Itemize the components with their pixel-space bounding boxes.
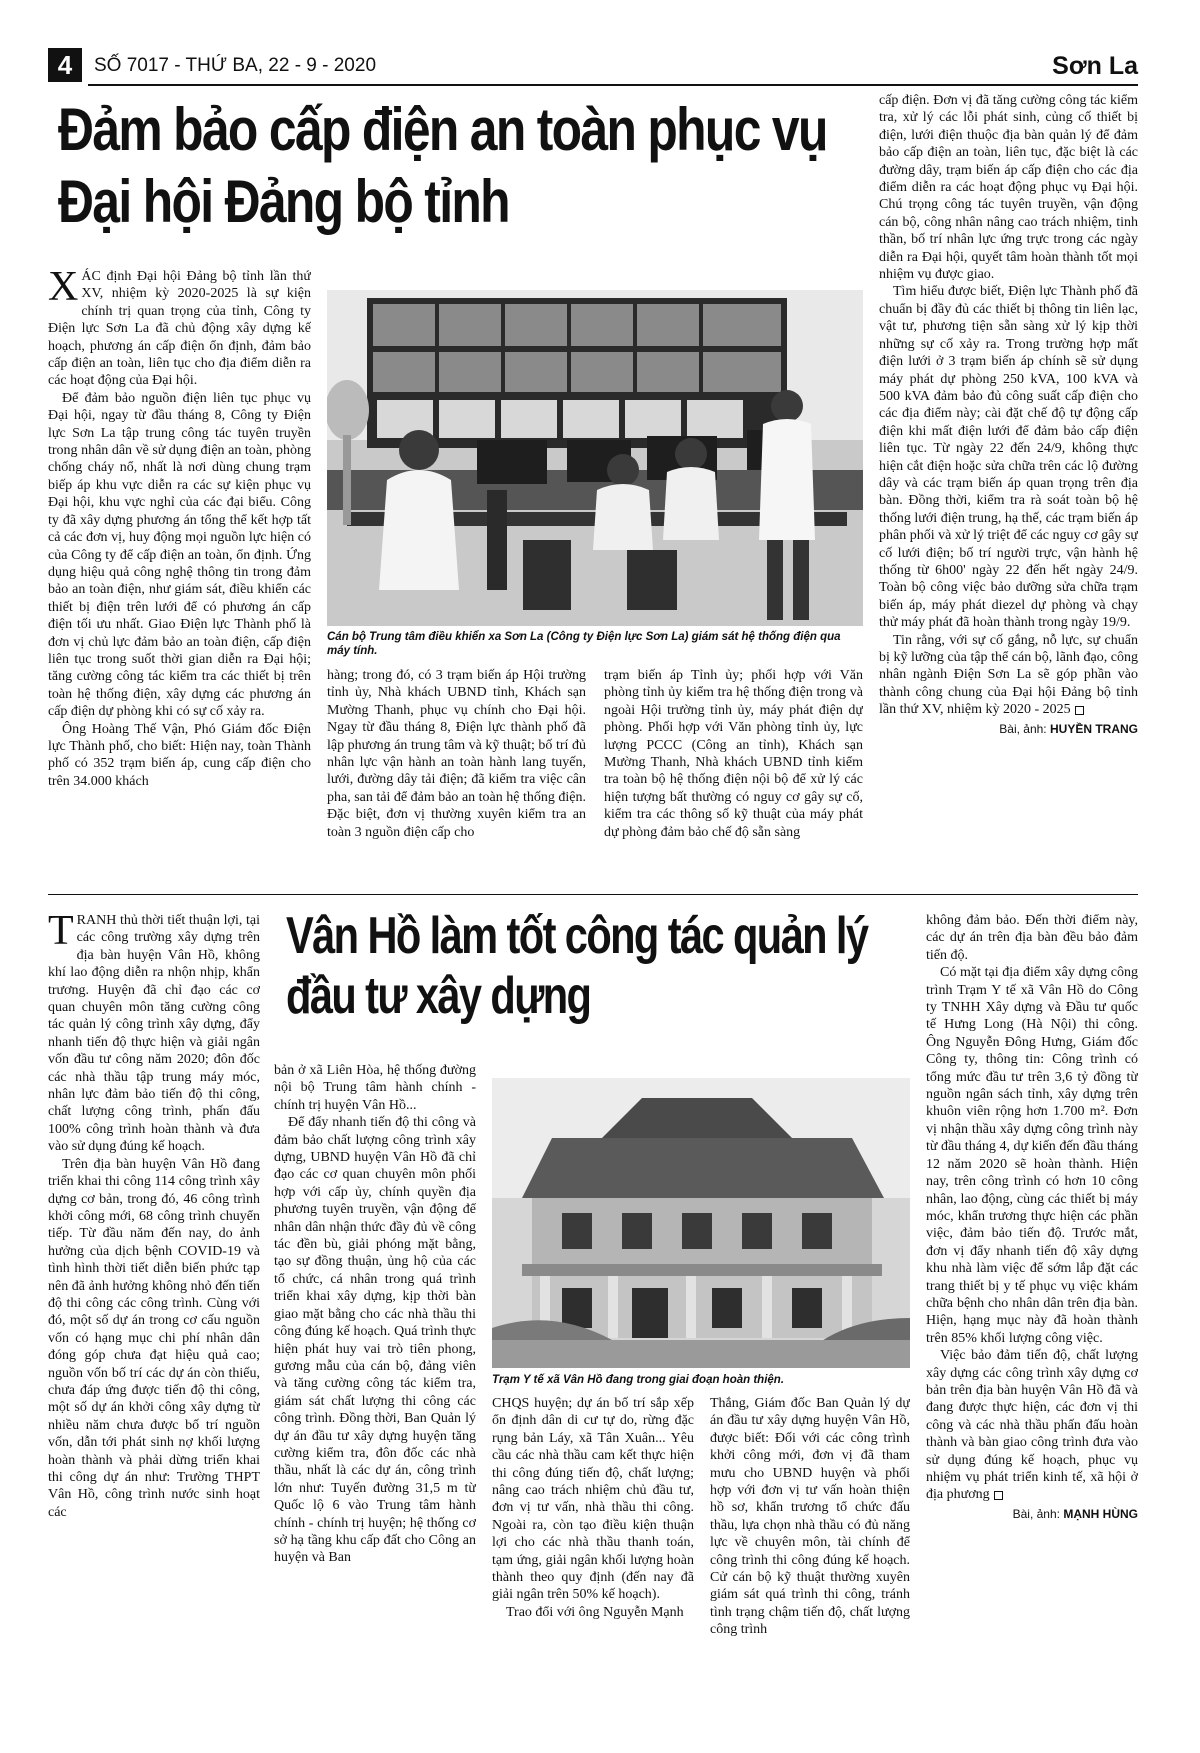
- article1-byline: [879, 721, 1138, 738]
- article1-paragraph: Tin rằng, với sự cố gắng, nỗ lực, sự chuẩn bị kỹ lưỡng của tập thể cán bộ, lãnh đạo, công nhân ngành Điện Sơn La sẽ góp phần vào thành công chung của Đại hội Đảng bộ tỉnh lần thứ XV, nhiệm kỳ 2020 - 2025: [879, 632, 1138, 718]
- end-mark-icon: [1075, 706, 1084, 715]
- article1-column-4: [879, 92, 1138, 885]
- byline-prefix: Bài, ảnh:: [999, 721, 1047, 736]
- article1-paragraph: hàng; trong đó, có 3 trạm biến áp Hội trường tỉnh ủy, Nhà khách UBND tỉnh, Khách sạn Mường Thanh, phục vụ chính cho Đại hội. Ngay từ đầu tháng 8, Điện lực thành phố đã lập phương án trung tâm và kỹ thuật; bố trí đủ nhân lực vận hành an toàn hành lang tuyến, lưới, đường dây tải điện; đã kiểm tra việc cân pha, san tải để đảm bảo an toàn hệ thống điện. Đặc biệt, đơn vị thường xuyên kiểm tra an toàn 3 nguồn điện cấp cho: [327, 668, 586, 840]
- control-room-photo: [327, 290, 863, 626]
- article2-headline: [286, 906, 867, 1026]
- article1-headline: [58, 94, 827, 238]
- article2-paragraph: Thắng, Giám đốc Ban Quản lý dự án đầu tư xây dựng huyện Vân Hồ, được biết: Đối với các công trình khởi công mới, đơn vị đã tham mưu cho UBND huyện và phối hợp với đơn vị tư vấn hoàn thiện hồ sơ, khẩn trương tổ chức đấu thầu, lựa chọn nhà thầu có đủ năng lực về chuyên môn, tài chính để công trình thi công đúng kế hoạch. Cử cán bộ kỹ thuật thường xuyên giám sát quá trình thi công, tránh tình trạng chậm tiến độ, chất lượng công trình: [710, 1396, 910, 1638]
- article1-photo: [327, 290, 863, 626]
- article1-column-1: [48, 268, 311, 846]
- article2-paragraph: RANH thủ thời tiết thuận lợi, tại các công trường xây dựng trên địa bàn huyện Vân Hồ, không khí lao động diễn ra nhộn nhịp, khẩn trương. Huyện đã chỉ đạo các cơ quan chuyên môn tăng cường công tác quản lý công trình xây dựng, đẩy nhanh tiến độ thực hiện và giải ngân vốn đầu tư công năm 2020; đôn đốc các nhà thầu tập trung máy móc, nhân lực đảm bảo tiến độ thi công, chất lượng công trình, phấn đấu 100% công trình hoàn thành và đưa vào sử dụng đúng kế hoạch.: [48, 913, 260, 1155]
- issue-info: SỐ 7017 - THỨ BA, 22 - 9 - 2020: [94, 55, 377, 76]
- article-divider: [48, 894, 1138, 895]
- article2-paragraph: Trên địa bàn huyện Vân Hồ đang triển khai thi công 114 công trình xây dựng cơ bản, trong đó, 46 công trình khởi công mới, 68 công trình chuyển tiếp. Từ đầu năm đến nay, do ảnh hưởng của dịch bệnh COVID-19 và tình hình thời tiết diễn biến phức tạp nên đã ảnh hưởng không nhỏ đến tiến độ thi công các công trình. Cùng với đó, một số dự án trong cơ cấu nguồn vốn có hạng mục chi phí nhân dân đóng góp chưa đạt hiệu quả cao; nguồn vốn bố trí các dự án còn thiếu, chưa đáp ứng được tiến độ thi công, một số dự án khởi công xây dựng từ nhiều năm chưa được bố trí nguồn vốn, dẫn tới phát sinh nợ khối lượng hoàn thành và phải dừng triển khai thi công dự án như: Trường THPT Vân Hồ, công trình nước sinh hoạt các: [48, 1156, 260, 1520]
- article2-paragraph: Việc bảo đảm tiến độ, chất lượng xây dựng các công trình xây dựng cơ bản trên địa bàn huyện Vân Hồ đã và đang được thực hiện, các đơn vị thi công và các nhà thầu phấn đấu hoàn thành và bàn giao công trình đưa vào sử dụng đúng kế hoạch, phục vụ nhiệm vụ phát triển kinh tế, xã hội ở địa phương: [926, 1348, 1138, 1503]
- byline-author: MẠNH HÙNG: [1063, 1506, 1138, 1521]
- article2-photo-caption: Trạm Y tế xã Vân Hồ đang trong giai đoạn hoàn thiện.: [492, 1374, 785, 1386]
- article1-paragraph: cấp điện. Đơn vị đã tăng cường công tác kiểm tra, xử lý các lỗi phát sinh, củng cố thiết bị điện, lưới điện thuộc địa bàn quản lý để đảm bảo cấp điện an toàn, liên tục, đặc biệt là các đường dây, trạm biến áp cấp điện cho các địa điểm diễn ra các hoạt động phục vụ Đại hội. Chú trọng công tác tuyên truyền, vận động cán bộ, công nhân nâng cao trách nhiệm, tinh thần, bố trí nhân lực ứng trực trong các ngày diễn ra Đại hội, quyết tâm hoàn thành tốt mọi nhiệm vụ được giao.: [879, 93, 1138, 283]
- article1-photo-caption: Cán bộ Trung tâm điều khiển xa Sơn La (Công ty Điện lực Sơn La) giám sát hệ thống điện qua máy tính.: [327, 631, 841, 657]
- article1-drop-cap: X: [48, 268, 79, 310]
- article2-paragraph: CHQS huyện; dự án bố trí sắp xếp ổn định dân di cư tự do, rừng đặc rụng bản Láy, xã Tân Xuân... Yêu cầu các nhà thầu cam kết thực hiện thi công đúng tiến độ, chất lượng; nâng cao trách nhiệm chủ đầu tư, đơn vị tư vấn, nhà thầu thi công. Ngoài ra, còn tạo điều kiện thuận lợi cho các nhà thầu thanh toán, tạm ứng, giải ngân khối lượng hoàn thành theo quy định (đến nay đã giải ngân trên 50% kế hoạch).: [492, 1396, 694, 1603]
- end-mark-icon: [994, 1491, 1003, 1500]
- page-number: 4: [48, 48, 82, 82]
- article1-paragraph: trạm biến áp Tỉnh ủy; phối hợp với Văn phòng tỉnh ủy kiểm tra hệ thống điện trong và ngoài Hội trường tỉnh ủy, máy phát điện dự phòng. Phối hợp với Văn phòng tỉnh ủy, lực lượng PCCC (Công an tỉnh), Khách sạn Mường Thanh, Nhà khách UBND tỉnh kiểm tra toàn bộ hệ thống điện nội bộ để xử lý các hiện tượng bất thường có nguy cơ gây sự cố, kiểm tra các thông số kỹ thuật của máy phát dự phòng đảm bảo chế độ sẵn sàng: [604, 668, 863, 840]
- article2-column-5: [926, 912, 1138, 1712]
- article2-column-4: [710, 1395, 910, 1712]
- article1-column-3: [604, 667, 863, 859]
- byline-prefix: Bài, ảnh:: [1012, 1506, 1060, 1521]
- page-header: [48, 48, 1138, 86]
- article2-paragraph: không đảm bảo. Đến thời điểm này, các dự án trên địa bàn đều bảo đảm tiến độ.: [926, 913, 1138, 963]
- article1-paragraph: Để đảm bảo nguồn điện liên tục phục vụ Đại hội, ngay từ đầu tháng 8, Công ty Điện lực Sơn La tập trung công tác tuyên truyền trong nhân dân về sử dụng điện an toàn, phòng chống cháy nổ, nhất là nơi dùng chung trạm biếp áp khu vực diễn ra các sự kiện phục vụ Đại hội, khu vực nghỉ của các đại biểu. Công ty đã xây dựng phương án tổng thể kết hợp tất cả các đơn vị, huy động mọi nguồn lực hiện có của Công ty để cấp điện an toàn, ổn định. Ứng dụng hiệu quả công nghệ thông tin trong đảm bảo an toàn điện, như giám sát, điều khiển các thiết bị điện trên lưới để có phương án cấp điện tối ưu nhất. Giao Điện lực Thành phố là đơn vị chủ lực đảm bảo an toàn điện, cấp điện liên tục trong suốt thời gian diễn ra Đại hội; tăng cường công tác kiểm tra các thiết bị trên toàn hệ thống điện, xây dựng các phương án cấp điện dự phòng khi có sự cố xảy ra.: [48, 390, 311, 720]
- article2-column-3: [492, 1395, 694, 1712]
- article1-column-2: [327, 667, 586, 859]
- article2-paragraph: Trao đổi với ông Nguyễn Mạnh: [506, 1604, 684, 1620]
- article1-paragraph: Ông Hoàng Thế Vận, Phó Giám đốc Điện lực Thành phố, cho biết: Hiện nay, toàn Thành phố có 352 trạm biến áp, cung cấp điện cho trên 34.000 khách: [48, 721, 311, 789]
- article2-photo: [492, 1078, 910, 1368]
- article2-drop-cap: T: [48, 912, 74, 954]
- article2-byline: [926, 1506, 1138, 1523]
- health-station-photo: [492, 1078, 910, 1368]
- article2-paragraph: bản ở xã Liên Hòa, hệ thống đường nội bộ Trung tâm hành chính - chính trị huyện Vân Hồ...: [274, 1063, 476, 1113]
- article2-title-line1: Vân Hồ làm tốt công tác quản lý: [286, 907, 868, 965]
- article2-paragraph: Để đẩy nhanh tiến độ thi công và đảm bảo chất lượng công trình xây dựng, UBND huyện Vân Hồ đã chỉ đạo các cơ quan chuyên môn phối hợp với cấp ủy, chính quyền địa phương tuyên truyền, vận động để nhân dân nhận thức đầy đủ về công tác đền bù, giải phóng mặt bằng, tạo sự đồng thuận, ủng hộ của các tổ chức, cá nhân trong quá trình triển khai xây dựng, kịp thời bàn giao mặt bằng cho các nhà thầu thi công đúng kế hoạch. Quá trình thực hiện phát huy vai trò tiên phong, gương mẫu của cán bộ, đảng viên và tăng cường công tác kiểm tra, giám sát chất lượng thi công các công trình. Đồng thời, Ban Quản lý dự án đầu tư xây dựng huyện tăng cường kiểm tra, đôn đốc các nhà thầu, nhất là các dự án, công trình lớn như: Tuyến đường 31,5 m từ Quốc lộ 6 vào Trung tâm hành chính - chính trị huyện; hệ thống cơ sở hạ tầng khu cấp đất cho Công an huyện và Ban: [274, 1115, 476, 1566]
- article2-title-line2: đầu tư xây dựng: [286, 967, 591, 1025]
- article2-paragraph: Có mặt tại địa điểm xây dựng công trình Trạm Y tế xã Vân Hồ do Công ty TNHH Xây dựng và Đầu tư quốc tế Hưng Long (Hà Nội) thi công. Ông Nguyễn Đông Hưng, Giám đốc Công ty, thông tin: Công trình có tổng mức đầu tư trên 3,6 tỷ đồng từ nguồn ngân sách tỉnh, xây dựng trên khuôn viên rộng hơn 1.700 m². Đơn vị nhận thầu xây dựng công trình này từ đầu tháng 4, dự kiến đến đầu tháng 12 năm 2020 sẽ hoàn thành. Hiện nay, trên công trình có hơn 10 công nhân, lao động, cùng các thiết bị máy móc, khẩn trương thực hiện các phần việc, đảm bảo tiến độ. Trước mắt, đơn vị đẩy nhanh tiến độ xây dựng khu nhà làm việc để sớm lắp đặt các trang thiết bị y tế phục vụ việc khám chữa bệnh cho nhân dân trên địa bàn. Hiện, hạng mục này đã hoàn thành trên 85% khối lượng công việc.: [926, 965, 1138, 1346]
- section-name: Sơn La: [1052, 52, 1138, 80]
- article1-title-line2: Đại hội Đảng bộ tỉnh: [58, 168, 509, 235]
- article2-column-1: [48, 912, 260, 1712]
- byline-author: HUYỀN TRANG: [1049, 721, 1138, 736]
- article1-paragraph: ÁC định Đại hội Đảng bộ tỉnh lần thứ XV, nhiệm kỳ 2020-2025 là sự kiện chính trị quan trọng của tỉnh, Công ty Điện lực Sơn La đã chủ động xây dựng kế hoạch, phương án cấp điện ổn định, đảm bảo cấp điện an toàn, liên tục cho địa điểm diễn ra các hoạt động của Đại hội.: [48, 269, 311, 389]
- article2-column-2: [274, 1062, 476, 1712]
- header-rule: [88, 84, 1138, 86]
- article1-paragraph: Tìm hiểu được biết, Điện lực Thành phố đã chuẩn bị đầy đủ các thiết bị thông tin liên lạc, vật tư, phương tiện sẵn sàng xử lý kịp thời những sự cố xảy ra. Trong trường hợp mất điện lưới ở 3 trạm biến áp chính sẽ sử dụng máy phát dự phòng 250 kVA, 100 kVA và 500 kVA đảm bảo đủ công suất cấp điện cho các địa điểm này; cài đặt chế độ tự động cấp điện khi mất điện lưới để đảm bảo cấp điện liên tục. Từ ngày 22 đến 24/9, không thực hiện cắt điện hoặc sửa chữa trên các lộ đường dây và các trạm biến áp quan trọng trên địa bàn. Đồng thời, kiểm tra rà soát toàn bộ hệ thống lưới điện trung, hạ thế, các trạm biến áp phân phối và xử lý triệt để các nguy cơ gây sự cố lưới điện; bố trí người trực, vận hành hệ thống từ 6h00' ngày 22 đến hết ngày 24/9. Toàn bộ công việc bảo dưỡng sửa chữa trạm biến áp, máy phát diezel dự phòng và chạy thử máy phát đã hoàn thành trong ngày 19/9.: [879, 284, 1138, 631]
- article1-title-line1: Đảm bảo cấp điện an toàn phục vụ: [58, 96, 827, 163]
